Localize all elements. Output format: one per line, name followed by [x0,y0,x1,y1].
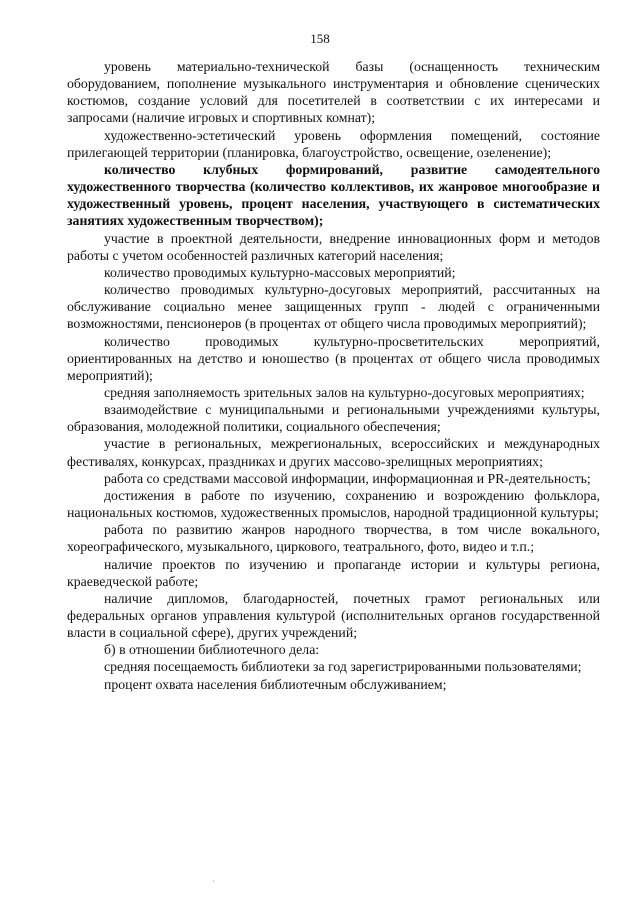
paragraph: наличие проектов по изучению и пропаганде истории и культуры региона, краеведческой работе; [67,556,600,589]
paragraph: достижения в работе по изучению, сохранению и возрождению фольклора, национальных костюмов, художественных промыслов, народной традиционной культуры; [67,487,600,521]
paragraph: участие в проектной деятельности, внедрение инновационных форм и методов работы с учетом особенностей различных категорий населения; [67,230,600,263]
paragraph: количество проводимых культурно-просветительских мероприятий, ориентированных на детство и юношество (в процентах от общего числа проводимых мероприятий); [67,333,600,383]
paragraph: уровень материально-технической базы (оснащенность техническим оборудованием, пополнение музыкального инструментария и обновление сценических костюмов, создание условий для посетителей в соответствии с их интересами и запросами (наличие игровых и спортивных комнат); [67,59,600,126]
paragraph: количество проводимых культурно-досуговых мероприятий, рассчитанных на обслуживание социально менее защищенных групп - людей с ограниченными возможностями, пенсионеров (в процентах от общего числа проводимых мероприятий); [67,282,600,332]
page-number: 158 [310,31,330,46]
paragraph: участие в региональных, межрегиональных, всероссийских и международных фестивалях, конкурсах, праздниках и других массово-зрелищных мероприятиях; [67,436,600,469]
paragraph: количество клубных формирований, развитие самодеятельного художественного творчества (количество коллективов, их жанровое многообразие и художественный уровень, процент населения, участвующего в систематических занятиях художественным творчеством); [67,161,600,229]
paragraph: б) в отношении библиотечного дела: [104,642,320,658]
paragraph: средняя заполняемость зрительных залов на культурно-досуговых мероприятиях; [104,384,585,400]
document-body [67,58,600,693]
paragraph: художественно-эстетический уровень оформления помещений, состояние прилегающей территории (планировка, благоустройство, освещение, озеленение); [67,127,600,160]
paragraph: количество проводимых культурно-массовых мероприятий; [104,264,456,280]
paragraph: средняя посещаемость библиотеки за год зарегистрированными пользователями; [104,659,582,675]
paragraph: наличие дипломов, благодарностей, почетных грамот региональных или федеральных органов управления культурой (исполнительных органов государственной власти в социальной сфере), других учреждений; [67,590,600,641]
scan-artifact: ` [212,879,215,889]
paragraph: работа по развитию жанров народного творчества, в том числе вокального, хореографического, музыкального, циркового, театрального, фото, видео и т.п.; [67,522,600,555]
paragraph: взаимодействие с муниципальными и региональными учреждениями культуры, образования, молодежной политики, социального обеспечения; [67,402,600,435]
paragraph: процент охвата населения библиотечным обслуживанием; [104,676,447,692]
paragraph: работа со средствами массовой информации, информационная и PR-деятельность; [104,470,591,486]
